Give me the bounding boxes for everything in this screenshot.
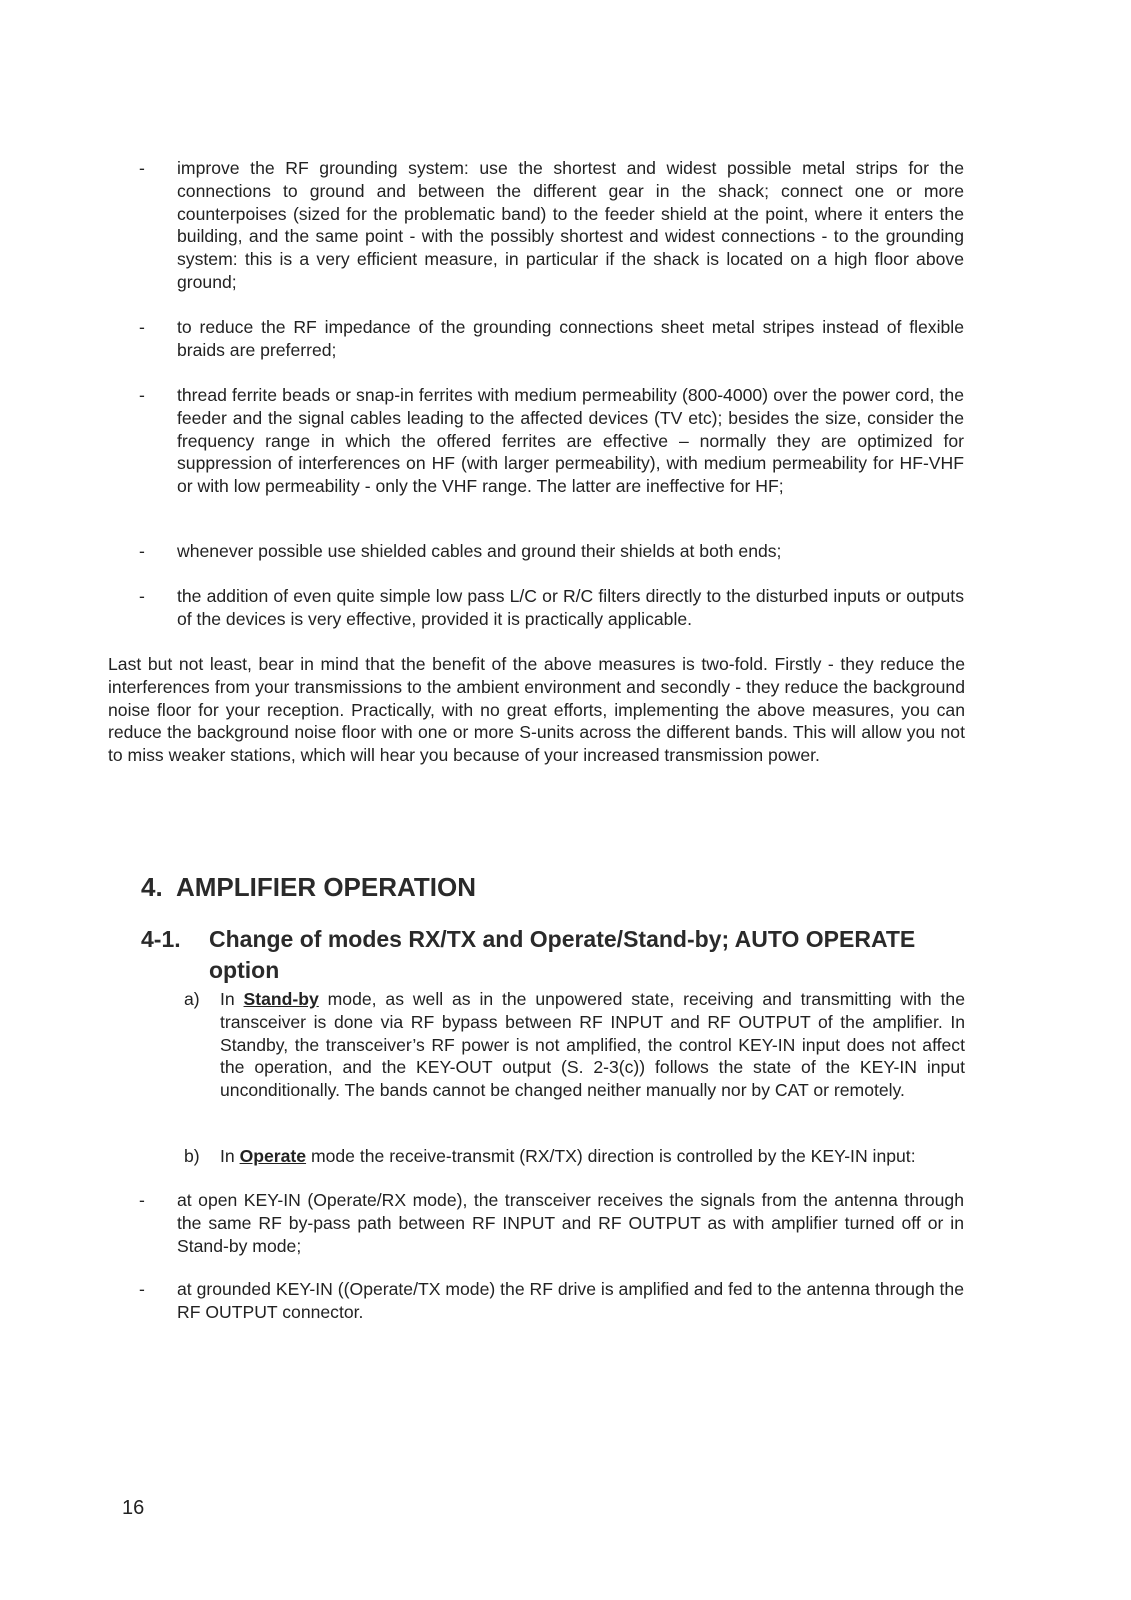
- bullet-grounding-system: [139, 157, 964, 294]
- bullet-grounded-key-in: [139, 1278, 964, 1324]
- page-number: 16: [122, 1497, 145, 1519]
- bullet-ferrite-beads: [139, 384, 964, 498]
- subsection-heading: [141, 924, 971, 986]
- bullet-dash: -: [139, 541, 145, 561]
- subsection-number: 4-1.: [141, 926, 181, 952]
- bullet-shielded-cables: [139, 540, 964, 563]
- item-b-operate: [184, 1145, 965, 1168]
- bullet-dash: -: [139, 158, 145, 178]
- bullet-open-key-in: [139, 1189, 964, 1257]
- section-heading: [141, 871, 476, 903]
- bullet-dash: -: [139, 1279, 145, 1299]
- bullet-dash: -: [139, 385, 145, 405]
- item-a-standby: [184, 988, 965, 1102]
- section-title: AMPLIFIER OPERATION: [176, 872, 476, 902]
- bullet-dash: -: [139, 317, 145, 337]
- item-text: In Stand-by mode, as well as in the unpowered state, receiving and transmitting with the transceiver is done via RF bypass between RF INPUT and RF OUTPUT of the amplifier. In Standby, the transceiver’s RF power is not amplified, the control KEY-IN input does not affect the operation, and the KEY-OUT output (S. 2-3(c)) follows the state of the KEY-IN input unconditionally. The bands cannot be changed neither manually nor by CAT or remotely.: [220, 989, 965, 1101]
- bullet-rf-impedance: [139, 316, 964, 362]
- bullet-text: the addition of even quite simple low pass L/C or R/C filters directly to the disturbed inputs or outputs of the devices is very effective, provided it is practically applicable.: [177, 586, 964, 629]
- bullet-text: to reduce the RF impedance of the grounding connections sheet metal stripes instead of flexible braids are preferred;: [177, 317, 964, 360]
- standby-keyword: Stand-by: [243, 989, 319, 1009]
- subsection-title: Change of modes RX/TX and Operate/Stand-by; AUTO OPERATE option: [209, 926, 916, 983]
- item-text: In Operate mode the receive-transmit (RX/TX) direction is controlled by the KEY-IN input:: [220, 1146, 916, 1166]
- bullet-dash: -: [139, 1190, 145, 1210]
- section-number: 4.: [141, 872, 163, 902]
- bullet-dash: -: [139, 586, 145, 606]
- bullet-text: at grounded KEY-IN ((Operate/TX mode) the RF drive is amplified and fed to the antenna through the RF OUTPUT connector.: [177, 1279, 964, 1322]
- closing-paragraph: Last but not least, bear in mind that the benefit of the above measures is two-fold. Firstly - they reduce the interferences from your transmissions to the ambient environment and secondly - they reduce the background noise floor for your reception. Practically, with no great efforts, implementing the above measures, you can reduce the background noise floor with one or more S-units across the different bands. This will allow you not to miss weaker stations, which will hear you because of your increased transmission power.: [108, 654, 965, 766]
- bullet-low-pass-filters: [139, 585, 964, 631]
- item-label: b): [184, 1146, 200, 1166]
- bullet-text: at open KEY-IN (Operate/RX mode), the transceiver receives the signals from the antenna through the same RF by-pass path between RF INPUT and RF OUTPUT as with amplifier turned off or in Stand-by mode;: [177, 1190, 964, 1256]
- item-label: a): [184, 989, 200, 1009]
- bullet-text: whenever possible use shielded cables and ground their shields at both ends;: [177, 541, 782, 561]
- bullet-text: improve the RF grounding system: use the shortest and widest possible metal strips for the connections to ground and between the different gear in the shack; connect one or more counterpoises (sized for the problematic band) to the feeder shield at the point, where it enters the building, and the same point - with the possibly shortest and widest connections - to the grounding system: this is a very efficient measure, in particular if the shack is located on a high floor above ground;: [177, 158, 964, 292]
- bullet-text: thread ferrite beads or snap-in ferrites with medium permeability (800-4000) over the power cord, the feeder and the signal cables leading to the affected devices (TV etc); besides the size, consider the frequency range in which the offered ferrites are effective – normally they are optimized for suppression of interferences on HF (with larger permeability), with medium permeability for HF-VHF or with low permeability - only the VHF range. The latter are ineffective for HF;: [177, 385, 964, 497]
- operate-keyword: Operate: [239, 1146, 307, 1166]
